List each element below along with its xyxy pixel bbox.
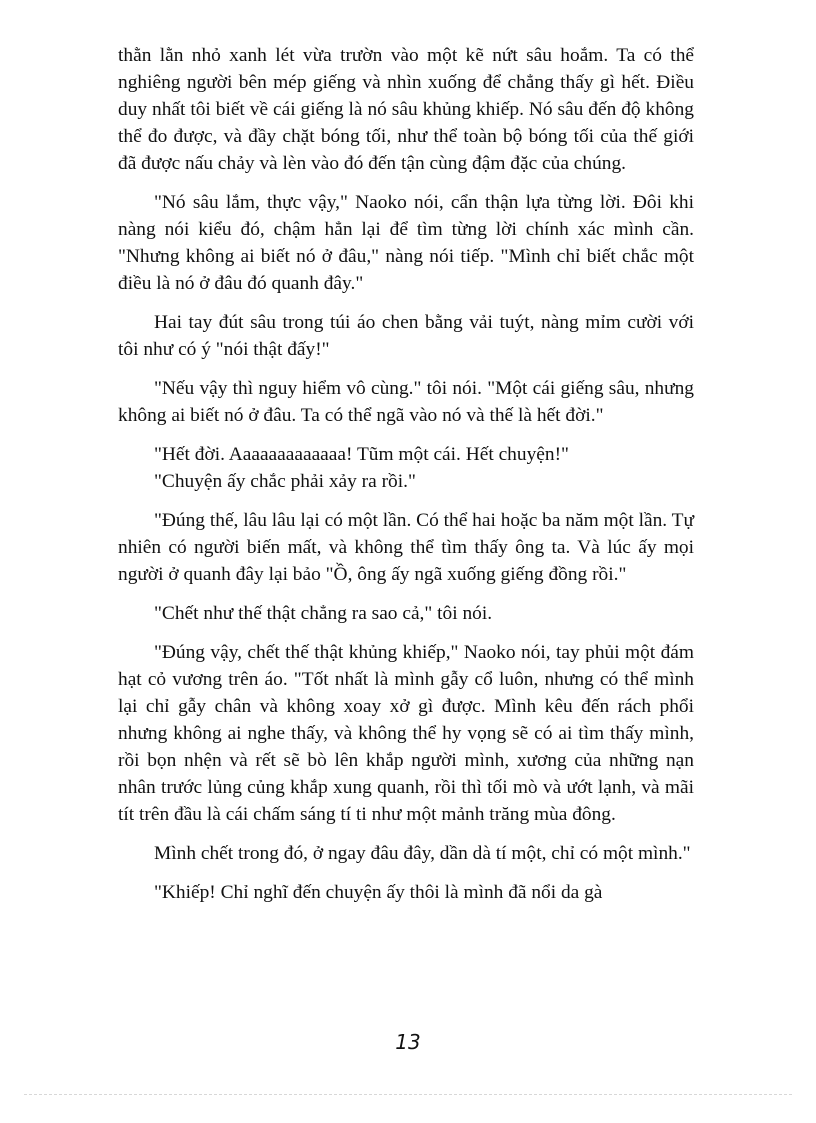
page-bottom-divider — [24, 1094, 792, 1095]
book-page — [118, 42, 694, 906]
paragraph: "Chết như thế thật chẳng ra sao cả," tôi nói. — [154, 603, 493, 624]
paragraph: "Nó sâu lắm, thực vậy," Naoko nói, cẩn thận lựa từng lời. Đôi khi nàng nói kiểu đó, chậm hẳn lại để tìm từng lời chính xác mình cần. "Nhưng không ai biết nó ở đâu," nàng nói tiếp. "Mình chỉ biết chắc một điều là nó ở đâu đó quanh đây." — [118, 192, 694, 294]
paragraph: "Đúng vậy, chết thế thật khủng khiếp," Naoko nói, tay phủi một đám hạt cỏ vương trên áo. "Tốt nhất là mình gẫy cổ luôn, nhưng có thể mình lại chỉ gẫy chân và không xoay xở gì được. Mình kêu đến rách phổi nhưng không ai nghe thấy, và không thể hy vọng sẽ có ai tìm thấy mình, rồi bọn nhện và rết sẽ bò lên khắp người mình, xương của những nạn nhân trước lủng củng khắp xung quanh, rồi thì tối mò và ướt lạnh, và mãi tít trên đầu là cái chấm sáng tí ti như một mảnh trăng mùa đông. — [118, 642, 694, 825]
paragraph: thằn lằn nhỏ xanh lét vừa trườn vào một kẽ nứt sâu hoắm. Ta có thể nghiêng người bên mép giếng và nhìn xuống để chẳng thấy gì hết. Điều duy nhất tôi biết về cái giếng là nó sâu khủng khiếp. Nó sâu đến độ không thể đo được, và đầy chặt bóng tối, như thể toàn bộ bóng tối của thế giới đã được nấu chảy và lèn vào đó đến tận cùng đậm đặc của chúng. — [118, 45, 694, 174]
paragraph: Hai tay đút sâu trong túi áo chen bằng vải tuýt, nàng mỉm cười với tôi như có ý "nói thật đấy!" — [118, 312, 694, 360]
paragraph: "Đúng thế, lâu lâu lại có một lần. Có thể hai hoặc ba năm một lần. Tự nhiên có người biến mất, và không thể tìm thấy ông ta. Và lúc ấy mọi người ở quanh đây lại bảo "Ồ, ông ấy ngã xuống giếng đồng rồi." — [118, 510, 694, 585]
paragraph: "Hết đời. Aaaaaaaaaaaaa! Tũm một cái. Hết chuyện!" — [154, 444, 569, 465]
paragraph: "Chuyện ấy chắc phải xảy ra rồi." — [154, 471, 416, 492]
page-number: 13 — [395, 1030, 421, 1054]
paragraph: "Khiếp! Chỉ nghĩ đến chuyện ấy thôi là mình đã nổi da gà — [154, 882, 603, 903]
paragraph: "Nếu vậy thì nguy hiểm vô cùng." tôi nói. "Một cái giếng sâu, nhưng không ai biết nó ở đâu. Ta có thể ngã vào nó và thế là hết đời." — [118, 378, 694, 426]
paragraph: Mình chết trong đó, ở ngay đâu đây, dần dà tí một, chỉ có một mình." — [154, 843, 691, 864]
